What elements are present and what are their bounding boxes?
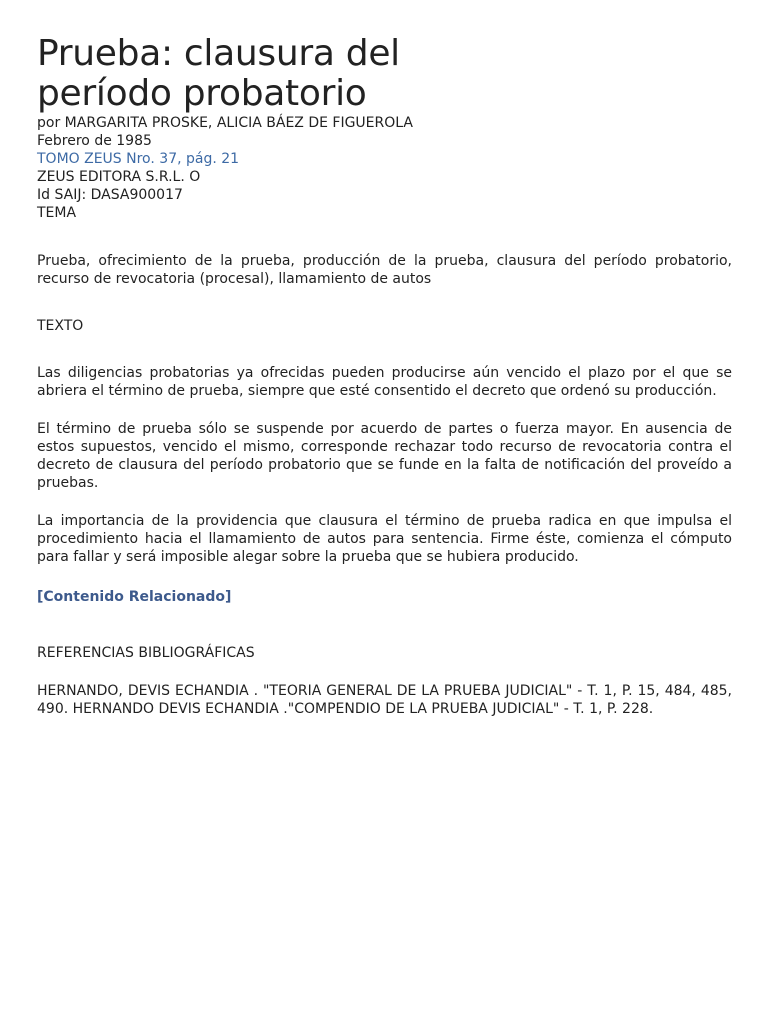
- title-line-2: período probatorio: [37, 73, 367, 114]
- publication-date: Febrero de 1985: [37, 133, 152, 149]
- body-paragraph-1: Las diligencias probatorias ya ofrecidas pueden producirse aún vencido el plazo por el que se abriera el término de prueba, siempre que esté consentido el decreto que ordenó su producción.: [37, 365, 732, 399]
- references-text: HERNANDO, DEVIS ECHANDIA . "TEORIA GENERAL DE LA PRUEBA JUDICIAL" - T. 1, P. 15, 484, 485, 490. HERNANDO DEVIS ECHANDIA ."COMPENDIO DE LA PRUEBA JUDICIAL" - T. 1, P. 228.: [37, 683, 732, 717]
- document-metadata: [37, 114, 732, 222]
- saij-id: Id SAIJ: DASA900017: [37, 187, 183, 203]
- tema-heading: TEMA: [37, 205, 77, 221]
- body-paragraph-2: El término de prueba sólo se suspende por acuerdo de partes o fuerza mayor. En ausencia de estos supuestos, vencido el mismo, corresponde rechazar todo recurso de revocatoria contra el decreto de clausura del período probatorio que se funde en la falta de notificación del proveído a pruebas.: [37, 421, 732, 491]
- authors: por MARGARITA PROSKE, ALICIA BÁEZ DE FIGUEROLA: [37, 115, 413, 131]
- references-heading: REFERENCIAS BIBLIOGRÁFICAS: [37, 645, 255, 661]
- tema-text: Prueba, ofrecimiento de la prueba, producción de la prueba, clausura del período probatorio, recurso de revocatoria (procesal), llamamiento de autos: [37, 253, 732, 287]
- source-link[interactable]: TOMO ZEUS Nro. 37, pág. 21: [37, 151, 240, 167]
- related-content-row: [37, 586, 732, 606]
- document-title: [37, 34, 732, 114]
- texto-heading: TEXTO: [37, 318, 84, 334]
- title-line-1: Prueba: clausura del: [37, 33, 400, 74]
- related-content-link[interactable]: [Contenido Relacionado]: [37, 589, 232, 605]
- body-paragraph-3: La importancia de la providencia que clausura el término de prueba radica en que impulsa el procedimiento hacia el llamamiento de autos para sentencia. Firme éste, comienza el cómputo para fallar y será imposible alegar sobre la prueba que se hubiera producido.: [37, 513, 732, 565]
- publisher: ZEUS EDITORA S.R.L. O: [37, 169, 201, 185]
- document-page: [37, 34, 732, 718]
